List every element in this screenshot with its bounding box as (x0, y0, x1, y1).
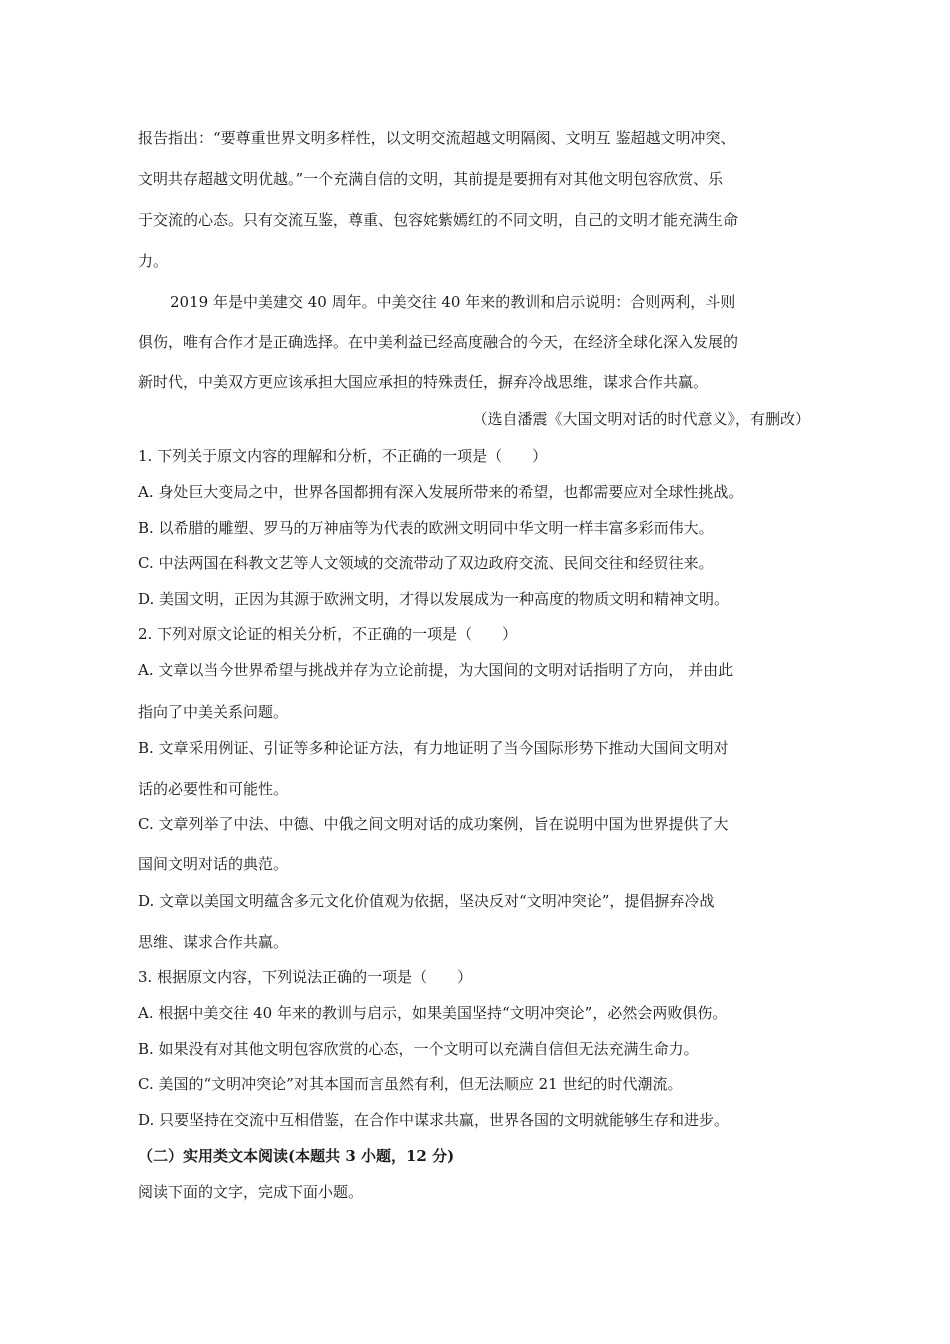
option-c: C. 中法两国在科教文艺等人文领域的交流带动了双边政府交流、民间交往和经贸往来。 (138, 554, 714, 572)
source-citation: （选自潘震《大国文明对话的时代意义》，有删改） (472, 410, 810, 428)
question-stem: 1. 下列关于原文内容的理解和分析，不正确的一项是（ ） (138, 447, 548, 465)
text-line: 报告指出：“要尊重世界文明多样性，以文明交流超越文明隔阂、文明互 鉴超越文明冲突、 (138, 129, 736, 147)
text-line: 力。 (138, 252, 169, 270)
option-c-cont: 国间文明对话的典范。 (138, 855, 289, 873)
section-instruction: 阅读下面的文字，完成下面小题。 (138, 1183, 364, 1201)
text-line: 新时代，中美双方更应该承担大国应承担的特殊责任，摒弃冷战思维，谋求合作共赢。 (138, 373, 709, 391)
option-d: D. 美国文明，正因为其源于欧洲文明，才得以发展成为一种高度的物质文明和精神文明。 (138, 590, 730, 608)
text-line: 2019 年是中美建交 40 周年。中美交往 40 年来的教训和启示说明：合则两利，斗则 (170, 293, 736, 311)
option-d-cont: 思维、谋求合作共赢。 (138, 933, 289, 951)
option-d: D. 文章以美国文明蕴含多元文化价值观为依据，坚决反对“文明冲突论”，提倡摒弃冷战 (138, 892, 715, 910)
question-stem: 2. 下列对原文论证的相关分析，不正确的一项是（ ） (138, 625, 518, 643)
option-c: C. 文章列举了中法、中德、中俄之间文明对话的成功案例，旨在说明中国为世界提供了大 (138, 815, 729, 833)
option-b: B. 文章采用例证、引证等多种论证方法，有力地证明了当今国际形势下推动大国间文明对 (138, 739, 729, 757)
option-b: B. 如果没有对其他文明包容欣赏的心态，一个文明可以充满自信但无法充满生命力。 (138, 1040, 699, 1058)
text-line: 于交流的心态。只有交流互鉴，尊重、包容姹紫嫣红的不同文明，自己的文明才能充满生命 (138, 211, 739, 229)
option-d: D. 只要坚持在交流中互相借鉴，在合作中谋求共赢，世界各国的文明就能够生存和进步。 (138, 1111, 730, 1129)
option-b: B. 以希腊的雕塑、罗马的万神庙等为代表的欧洲文明同中华文明一样丰富多彩而伟大。 (138, 519, 714, 537)
option-c: C. 美国的“文明冲突论”对其本国而言虽然有利，但无法顺应 21 世纪的时代潮流。 (138, 1075, 683, 1093)
option-a: A. 根据中美交往 40 年来的教训与启示，如果美国坚持“文明冲突论”，必然会两败俱伤。 (138, 1004, 728, 1022)
option-b-cont: 话的必要性和可能性。 (138, 780, 289, 798)
question-stem: 3. 根据原文内容，下列说法正确的一项是（ ） (138, 968, 473, 986)
text-line: 俱伤，唯有合作才是正确选择。在中美利益已经高度融合的今天，在经济全球化深入发展的 (138, 333, 739, 351)
option-a: A. 身处巨大变局之中，世界各国都拥有深入发展所带来的希望，也都需要应对全球性挑战。 (138, 483, 744, 501)
text-line: 文明共存超越文明优越。”一个充满自信的文明，其前提是要拥有对其他文明包容欣赏、乐 (138, 170, 724, 188)
option-a-cont: 指向了中美关系问题。 (138, 703, 289, 721)
option-a: A. 文章以当今世界希望与挑战并存为立论前提，为大国间的文明对话指明了方向， 并由此 (138, 661, 734, 679)
section-heading: （二）实用类文本阅读(本题共 3 小题，12 分) (138, 1147, 455, 1165)
